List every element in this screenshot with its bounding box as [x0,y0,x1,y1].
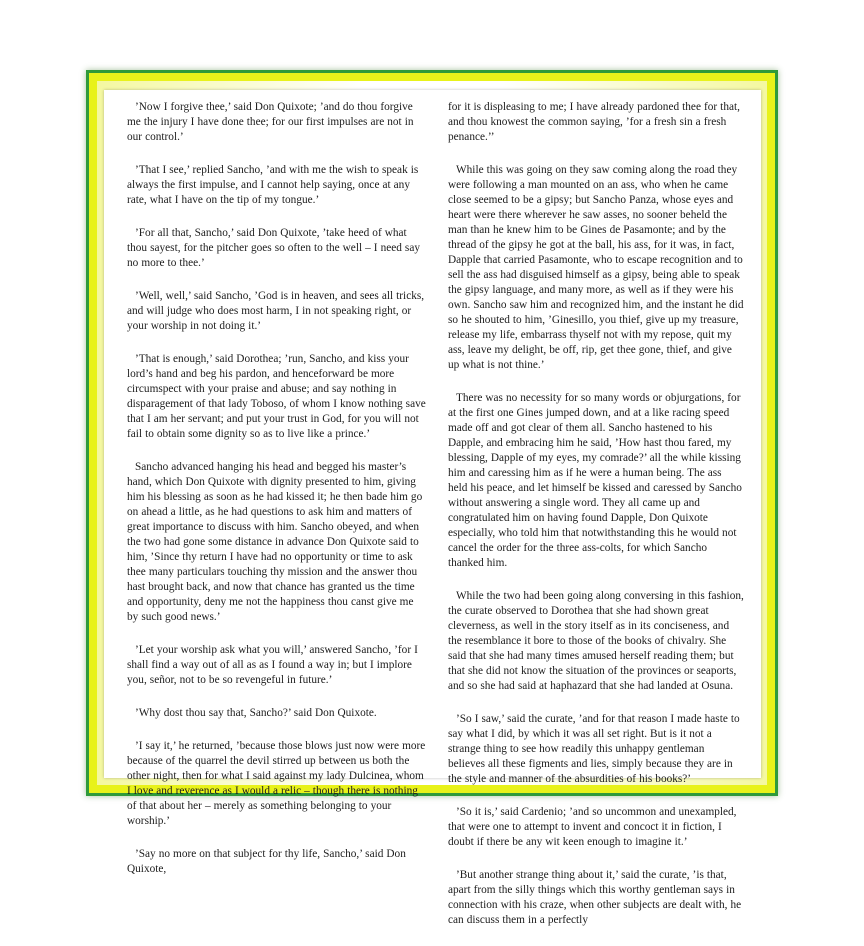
paragraph: ’That is enough,’ said Dorothea; ’run, Sancho, and kiss your lord’s hand and beg his pardon, and henceforward be more circumspect with your praise and abuse; and say nothing in disparagement of that lady Toboso, of whom I know nothing save that I am her servant; and put your trust in God, for you will not fail to obtain some dignity so as to live like a prince.’ [127,353,426,440]
paragraph: ’So I saw,’ said the curate, ’and for that reason I made haste to say what I did, by which it was all set right. But is it not a strange thing to see how readily this unhappy gentleman believes all these figments and lies, simply because they are in the style and manner of the absurdities of his books?’ [448,713,740,785]
paragraph: ’Well, well,’ said Sancho, ’God is in heaven, and sees all tricks, and will judge who does most harm, I in not speaking right, or your worship in not doing it.’ [127,290,425,332]
paragraph-continuation: for it is displeasing to me; I have already pardoned thee for that, and thou knowest the common saying, ’for a fresh sin a fresh penance.’’ [448,101,740,143]
paragraph: While this was going on they saw coming along the road they were following a man mounted on an ass, who when he came close seemed to be a gipsy; but Sancho Panza, whose eyes and heart were there wherever he saw asses, no sooner beheld the man than he knew him to be Gines de Pasamonte; and by the thread of the gipsy he got at the ball, his ass, for it was, in fact, Dapple that carried Pasamonte, who to escape recognition and to sell the ass had disguised himself as a gipsy, being able to speak the gipsy language, and many more, as well as if they were his own. Sancho saw him and recognized him, and the instant he did so he shouted to him, ’Ginesillo, you thief, give up my treasure, release my life, embarrass thyself not with my repose, quit my ass, leave my delight, be off, rip, get thee gone, thief, and give up what is not thine.’ [448,164,744,371]
paragraph: Sancho advanced hanging his head and begged his master’s hand, which Don Quixote with dignity presented to him, giving him his blessing as soon as he had kissed it; he then bade him go on ahead a little, as he had questions to ask him and matters of great importance to discuss with him. Sancho obeyed, and when the two had gone some distance in advance Don Quixote said to him, ’Since thy return I have had no opportunity or time to ask thee many particulars touching thy mission and the answer thou hast brought back, and now that chance has granted us the time and opportunity, deny me not the happiness thou canst give me by such good news.’ [127,461,423,623]
left-column [127,100,427,895]
paragraph: ’But another strange thing about it,’ said the curate, ’is that, apart from the silly things which this worthy gentleman says in connection with his craze, when other subjects are dealt with, he can discuss them in a perfectly [448,869,742,926]
book-page [104,90,761,926]
paragraph: There was no necessity for so many words or objurgations, for at the first one Gines jumped down, and at a like racing speed made off and got clear of them all. Sancho hastened to his Dapple, and embracing him he said, ’How hast thou fared, my blessing, Dapple of my eyes, my comrade?’ all the while kissing him and caressing him as if he were a human being. The ass held his peace, and let himself be kissed and caressed by Sancho without answering a single word. They all came up and congratulated him on having found Dapple, Don Quixote especially, who told him that notwithstanding this he would not cancel the order for the three ass-colts, for which Sancho thanked him. [448,392,742,569]
paragraph: ’So it is,’ said Cardenio; ’and so uncommon and unexampled, that were one to attempt to invent and concoct it in fiction, I doubt if there be any wit keen enough to imagine it.’ [448,806,737,848]
paragraph: While the two had been going along conversing in this fashion, the curate observed to Dorothea that she had shown great cleverness, as well in the story itself as in its conciseness, and the resemblance it bore to those of the books of chivalry. She said that she had many times amused herself reading them; but that she did not know the situation of the provinces or seaports, and so she had said at haphazard that she had landed at Osuna. [448,590,744,692]
paragraph: ’Now I forgive thee,’ said Don Quixote; ’and do thou forgive me the injury I have done thee; for our first impulses are not in our control.’ [127,101,414,143]
paragraph: ’For all that, Sancho,’ said Don Quixote, ’take heed of what thou sayest, for the pitcher goes so often to the well – I need say no more to thee.’ [127,227,420,269]
paragraph: ’Why dost thou say that, Sancho?’ said Don Quixote. [135,707,377,719]
paragraph: ’Say no more on that subject for thy life, Sancho,’ said Don Quixote, [127,848,406,875]
paragraph: ’Let your worship ask what you will,’ answered Sancho, ’for I shall find a way out of all as as I found a way in; but I implore you, señor, not to be so revengeful in future.’ [127,644,418,686]
paragraph: ’That I see,’ replied Sancho, ’and with me the wish to speak is always the first impulse, and I cannot help saying, once at any rate, what I have on the tip of my tongue.’ [127,164,419,206]
paragraph: ’I say it,’ he returned, ’because those blows just now were more because of the quarrel the devil stirred up between us both the other night, then for what I said against my lady Dulcinea, whom I love and reverence as I would a relic – though there is nothing of that about her – merely as something belonging to your worship.’ [127,740,426,827]
right-column [448,100,744,946]
